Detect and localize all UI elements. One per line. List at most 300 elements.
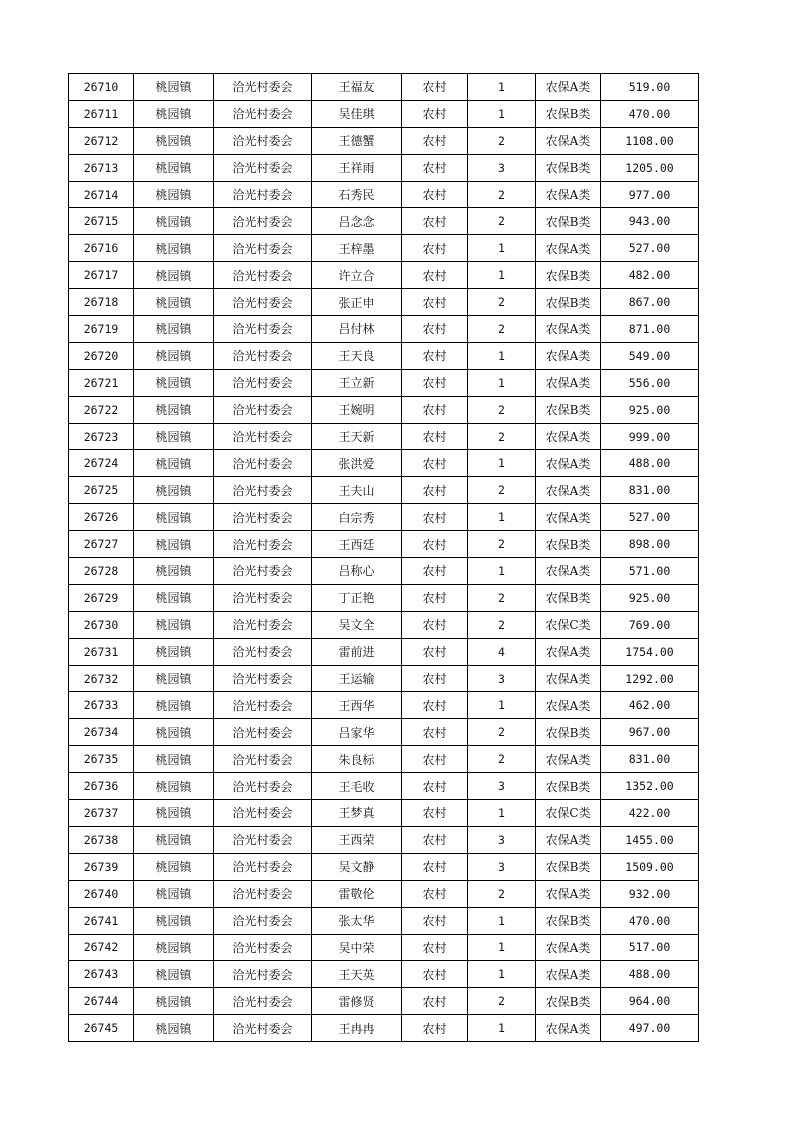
village-cell: 洽光村委会 (214, 504, 312, 531)
category-cell: 农保A类 (536, 423, 601, 450)
village-cell: 洽光村委会 (214, 800, 312, 827)
village-cell: 洽光村委会 (214, 74, 312, 101)
category-cell: 农保A类 (536, 826, 601, 853)
record-id-cell: 26731 (69, 638, 134, 665)
household-size-cell: 1 (468, 235, 536, 262)
category-cell: 农保A类 (536, 692, 601, 719)
village-cell: 洽光村委会 (214, 396, 312, 423)
household-size-cell: 2 (468, 208, 536, 235)
village-cell: 洽光村委会 (214, 181, 312, 208)
category-cell: 农保B类 (536, 907, 601, 934)
household-size-cell: 1 (468, 961, 536, 988)
household-size-cell: 2 (468, 396, 536, 423)
town-cell: 桃园镇 (134, 127, 214, 154)
record-id-cell: 26720 (69, 342, 134, 369)
town-cell: 桃园镇 (134, 369, 214, 396)
name-cell: 张太华 (312, 907, 402, 934)
name-cell: 王运输 (312, 665, 402, 692)
table-row (69, 369, 699, 396)
name-cell: 王婉明 (312, 396, 402, 423)
amount-cell: 462.00 (601, 692, 699, 719)
area-type-cell: 农村 (402, 826, 468, 853)
name-cell: 雷敬伦 (312, 880, 402, 907)
town-cell: 桃园镇 (134, 450, 214, 477)
amount-cell: 932.00 (601, 880, 699, 907)
amount-cell: 999.00 (601, 423, 699, 450)
area-type-cell: 农村 (402, 853, 468, 880)
household-size-cell: 3 (468, 853, 536, 880)
table-row (69, 74, 699, 101)
record-id-cell: 26718 (69, 289, 134, 316)
name-cell: 王西廷 (312, 531, 402, 558)
household-size-cell: 1 (468, 1015, 536, 1042)
amount-cell: 925.00 (601, 584, 699, 611)
village-cell: 洽光村委会 (214, 880, 312, 907)
record-id-cell: 26739 (69, 853, 134, 880)
household-size-cell: 3 (468, 154, 536, 181)
record-id-cell: 26728 (69, 558, 134, 585)
village-cell: 洽光村委会 (214, 719, 312, 746)
household-size-cell: 1 (468, 262, 536, 289)
category-cell: 农保B类 (536, 988, 601, 1015)
household-size-cell: 2 (468, 880, 536, 907)
category-cell: 农保B类 (536, 208, 601, 235)
table-row (69, 665, 699, 692)
town-cell: 桃园镇 (134, 692, 214, 719)
household-size-cell: 2 (468, 719, 536, 746)
village-cell: 洽光村委会 (214, 773, 312, 800)
record-id-cell: 26716 (69, 235, 134, 262)
record-id-cell: 26740 (69, 880, 134, 907)
name-cell: 王西荣 (312, 826, 402, 853)
name-cell: 王夫山 (312, 477, 402, 504)
table-row (69, 181, 699, 208)
name-cell: 丁正艳 (312, 584, 402, 611)
area-type-cell: 农村 (402, 584, 468, 611)
village-cell: 洽光村委会 (214, 477, 312, 504)
area-type-cell: 农村 (402, 907, 468, 934)
name-cell: 王天新 (312, 423, 402, 450)
table-row (69, 423, 699, 450)
area-type-cell: 农村 (402, 127, 468, 154)
table-body (69, 74, 699, 1042)
name-cell: 吕付林 (312, 316, 402, 343)
category-cell: 农保A类 (536, 477, 601, 504)
area-type-cell: 农村 (402, 235, 468, 262)
town-cell: 桃园镇 (134, 584, 214, 611)
table-row (69, 208, 699, 235)
village-cell: 洽光村委会 (214, 154, 312, 181)
category-cell: 农保B类 (536, 154, 601, 181)
area-type-cell: 农村 (402, 880, 468, 907)
category-cell: 农保A类 (536, 934, 601, 961)
amount-cell: 527.00 (601, 504, 699, 531)
table-row (69, 934, 699, 961)
category-cell: 农保B类 (536, 853, 601, 880)
record-id-cell: 26721 (69, 369, 134, 396)
table-row (69, 316, 699, 343)
area-type-cell: 农村 (402, 665, 468, 692)
village-cell: 洽光村委会 (214, 907, 312, 934)
record-id-cell: 26710 (69, 74, 134, 101)
household-size-cell: 1 (468, 692, 536, 719)
household-size-cell: 2 (468, 584, 536, 611)
amount-cell: 1754.00 (601, 638, 699, 665)
amount-cell: 549.00 (601, 342, 699, 369)
household-size-cell: 1 (468, 450, 536, 477)
category-cell: 农保A类 (536, 342, 601, 369)
household-size-cell: 3 (468, 773, 536, 800)
category-cell: 农保C类 (536, 800, 601, 827)
data-table (68, 73, 699, 1042)
category-cell: 农保A类 (536, 235, 601, 262)
town-cell: 桃园镇 (134, 100, 214, 127)
village-cell: 洽光村委会 (214, 450, 312, 477)
town-cell: 桃园镇 (134, 235, 214, 262)
village-cell: 洽光村委会 (214, 316, 312, 343)
town-cell: 桃园镇 (134, 907, 214, 934)
village-cell: 洽光村委会 (214, 342, 312, 369)
village-cell: 洽光村委会 (214, 692, 312, 719)
amount-cell: 831.00 (601, 746, 699, 773)
table-row (69, 531, 699, 558)
record-id-cell: 26725 (69, 477, 134, 504)
town-cell: 桃园镇 (134, 262, 214, 289)
category-cell: 农保A类 (536, 74, 601, 101)
area-type-cell: 农村 (402, 181, 468, 208)
village-cell: 洽光村委会 (214, 531, 312, 558)
area-type-cell: 农村 (402, 450, 468, 477)
amount-cell: 831.00 (601, 477, 699, 504)
table-row (69, 262, 699, 289)
record-id-cell: 26738 (69, 826, 134, 853)
area-type-cell: 农村 (402, 531, 468, 558)
town-cell: 桃园镇 (134, 746, 214, 773)
category-cell: 农保B类 (536, 289, 601, 316)
table-row (69, 289, 699, 316)
household-size-cell: 3 (468, 665, 536, 692)
name-cell: 吕家华 (312, 719, 402, 746)
record-id-cell: 26736 (69, 773, 134, 800)
amount-cell: 1509.00 (601, 853, 699, 880)
category-cell: 农保A类 (536, 880, 601, 907)
area-type-cell: 农村 (402, 262, 468, 289)
town-cell: 桃园镇 (134, 558, 214, 585)
name-cell: 吴文全 (312, 611, 402, 638)
table-row (69, 611, 699, 638)
name-cell: 王西华 (312, 692, 402, 719)
town-cell: 桃园镇 (134, 74, 214, 101)
household-size-cell: 2 (468, 988, 536, 1015)
amount-cell: 517.00 (601, 934, 699, 961)
town-cell: 桃园镇 (134, 208, 214, 235)
category-cell: 农保A类 (536, 961, 601, 988)
name-cell: 雷前进 (312, 638, 402, 665)
town-cell: 桃园镇 (134, 934, 214, 961)
amount-cell: 527.00 (601, 235, 699, 262)
household-size-cell: 2 (468, 477, 536, 504)
area-type-cell: 农村 (402, 961, 468, 988)
category-cell: 农保A类 (536, 746, 601, 773)
village-cell: 洽光村委会 (214, 262, 312, 289)
area-type-cell: 农村 (402, 692, 468, 719)
household-size-cell: 1 (468, 934, 536, 961)
category-cell: 农保C类 (536, 611, 601, 638)
table-row (69, 396, 699, 423)
household-size-cell: 2 (468, 746, 536, 773)
record-id-cell: 26741 (69, 907, 134, 934)
amount-cell: 488.00 (601, 450, 699, 477)
name-cell: 王德蟹 (312, 127, 402, 154)
area-type-cell: 农村 (402, 719, 468, 746)
record-id-cell: 26732 (69, 665, 134, 692)
area-type-cell: 农村 (402, 1015, 468, 1042)
amount-cell: 470.00 (601, 907, 699, 934)
category-cell: 农保A类 (536, 665, 601, 692)
record-id-cell: 26743 (69, 961, 134, 988)
record-id-cell: 26717 (69, 262, 134, 289)
amount-cell: 556.00 (601, 369, 699, 396)
area-type-cell: 农村 (402, 74, 468, 101)
household-size-cell: 2 (468, 611, 536, 638)
town-cell: 桃园镇 (134, 477, 214, 504)
record-id-cell: 26715 (69, 208, 134, 235)
village-cell: 洽光村委会 (214, 369, 312, 396)
area-type-cell: 农村 (402, 558, 468, 585)
area-type-cell: 农村 (402, 100, 468, 127)
village-cell: 洽光村委会 (214, 235, 312, 262)
record-id-cell: 26722 (69, 396, 134, 423)
village-cell: 洽光村委会 (214, 1015, 312, 1042)
record-id-cell: 26729 (69, 584, 134, 611)
area-type-cell: 农村 (402, 504, 468, 531)
name-cell: 王天英 (312, 961, 402, 988)
amount-cell: 977.00 (601, 181, 699, 208)
record-id-cell: 26723 (69, 423, 134, 450)
town-cell: 桃园镇 (134, 961, 214, 988)
amount-cell: 871.00 (601, 316, 699, 343)
table-row (69, 342, 699, 369)
village-cell: 洽光村委会 (214, 558, 312, 585)
name-cell: 张正申 (312, 289, 402, 316)
category-cell: 农保B类 (536, 584, 601, 611)
household-size-cell: 2 (468, 289, 536, 316)
name-cell: 张洪爱 (312, 450, 402, 477)
area-type-cell: 农村 (402, 369, 468, 396)
name-cell: 吕称心 (312, 558, 402, 585)
record-id-cell: 26734 (69, 719, 134, 746)
amount-cell: 1455.00 (601, 826, 699, 853)
category-cell: 农保A类 (536, 450, 601, 477)
town-cell: 桃园镇 (134, 1015, 214, 1042)
area-type-cell: 农村 (402, 154, 468, 181)
amount-cell: 1205.00 (601, 154, 699, 181)
record-id-cell: 26712 (69, 127, 134, 154)
household-size-cell: 1 (468, 342, 536, 369)
household-size-cell: 2 (468, 423, 536, 450)
table-row (69, 477, 699, 504)
area-type-cell: 农村 (402, 316, 468, 343)
record-id-cell: 26714 (69, 181, 134, 208)
town-cell: 桃园镇 (134, 988, 214, 1015)
table-row (69, 773, 699, 800)
household-size-cell: 1 (468, 369, 536, 396)
area-type-cell: 农村 (402, 773, 468, 800)
category-cell: 农保A类 (536, 127, 601, 154)
category-cell: 农保B类 (536, 396, 601, 423)
record-id-cell: 26742 (69, 934, 134, 961)
table-row (69, 907, 699, 934)
town-cell: 桃园镇 (134, 342, 214, 369)
name-cell: 王立新 (312, 369, 402, 396)
amount-cell: 470.00 (601, 100, 699, 127)
record-id-cell: 26744 (69, 988, 134, 1015)
name-cell: 王梦真 (312, 800, 402, 827)
amount-cell: 482.00 (601, 262, 699, 289)
name-cell: 石秀民 (312, 181, 402, 208)
area-type-cell: 农村 (402, 800, 468, 827)
name-cell: 王毛收 (312, 773, 402, 800)
household-size-cell: 1 (468, 504, 536, 531)
household-size-cell: 1 (468, 558, 536, 585)
record-id-cell: 26711 (69, 100, 134, 127)
record-id-cell: 26735 (69, 746, 134, 773)
table-row (69, 100, 699, 127)
amount-cell: 488.00 (601, 961, 699, 988)
category-cell: 农保A类 (536, 369, 601, 396)
household-size-cell: 1 (468, 74, 536, 101)
category-cell: 农保B类 (536, 100, 601, 127)
amount-cell: 571.00 (601, 558, 699, 585)
amount-cell: 898.00 (601, 531, 699, 558)
area-type-cell: 农村 (402, 611, 468, 638)
category-cell: 农保A类 (536, 558, 601, 585)
amount-cell: 925.00 (601, 396, 699, 423)
table-row (69, 746, 699, 773)
amount-cell: 422.00 (601, 800, 699, 827)
amount-cell: 1292.00 (601, 665, 699, 692)
village-cell: 洽光村委会 (214, 611, 312, 638)
amount-cell: 1352.00 (601, 773, 699, 800)
name-cell: 吴中荣 (312, 934, 402, 961)
table-row (69, 504, 699, 531)
town-cell: 桃园镇 (134, 826, 214, 853)
table-row (69, 692, 699, 719)
village-cell: 洽光村委会 (214, 289, 312, 316)
category-cell: 农保A类 (536, 181, 601, 208)
record-id-cell: 26724 (69, 450, 134, 477)
town-cell: 桃园镇 (134, 773, 214, 800)
town-cell: 桃园镇 (134, 396, 214, 423)
name-cell: 白宗秀 (312, 504, 402, 531)
amount-cell: 497.00 (601, 1015, 699, 1042)
village-cell: 洽光村委会 (214, 988, 312, 1015)
name-cell: 吴佳琪 (312, 100, 402, 127)
table-row (69, 988, 699, 1015)
record-id-cell: 26719 (69, 316, 134, 343)
village-cell: 洽光村委会 (214, 208, 312, 235)
town-cell: 桃园镇 (134, 504, 214, 531)
record-id-cell: 26737 (69, 800, 134, 827)
town-cell: 桃园镇 (134, 719, 214, 746)
table-row (69, 558, 699, 585)
category-cell: 农保B类 (536, 262, 601, 289)
table-row (69, 127, 699, 154)
village-cell: 洽光村委会 (214, 934, 312, 961)
record-id-cell: 26745 (69, 1015, 134, 1042)
amount-cell: 1108.00 (601, 127, 699, 154)
area-type-cell: 农村 (402, 988, 468, 1015)
household-size-cell: 2 (468, 531, 536, 558)
amount-cell: 519.00 (601, 74, 699, 101)
household-size-cell: 3 (468, 826, 536, 853)
household-size-cell: 1 (468, 100, 536, 127)
name-cell: 吴文静 (312, 853, 402, 880)
area-type-cell: 农村 (402, 342, 468, 369)
household-size-cell: 4 (468, 638, 536, 665)
area-type-cell: 农村 (402, 477, 468, 504)
town-cell: 桃园镇 (134, 154, 214, 181)
table-row (69, 800, 699, 827)
area-type-cell: 农村 (402, 638, 468, 665)
category-cell: 农保A类 (536, 638, 601, 665)
record-id-cell: 26713 (69, 154, 134, 181)
area-type-cell: 农村 (402, 423, 468, 450)
table-row (69, 235, 699, 262)
village-cell: 洽光村委会 (214, 127, 312, 154)
village-cell: 洽光村委会 (214, 961, 312, 988)
amount-cell: 867.00 (601, 289, 699, 316)
table-row (69, 880, 699, 907)
table-row (69, 154, 699, 181)
name-cell: 朱良标 (312, 746, 402, 773)
village-cell: 洽光村委会 (214, 665, 312, 692)
area-type-cell: 农村 (402, 934, 468, 961)
amount-cell: 964.00 (601, 988, 699, 1015)
name-cell: 王梓墨 (312, 235, 402, 262)
table-row (69, 450, 699, 477)
table-row (69, 961, 699, 988)
name-cell: 许立合 (312, 262, 402, 289)
category-cell: 农保A类 (536, 504, 601, 531)
town-cell: 桃园镇 (134, 800, 214, 827)
name-cell: 吕念念 (312, 208, 402, 235)
table-row (69, 584, 699, 611)
household-size-cell: 2 (468, 127, 536, 154)
amount-cell: 943.00 (601, 208, 699, 235)
village-cell: 洽光村委会 (214, 423, 312, 450)
town-cell: 桃园镇 (134, 638, 214, 665)
amount-cell: 967.00 (601, 719, 699, 746)
household-size-cell: 2 (468, 316, 536, 343)
town-cell: 桃园镇 (134, 531, 214, 558)
village-cell: 洽光村委会 (214, 853, 312, 880)
household-size-cell: 1 (468, 907, 536, 934)
town-cell: 桃园镇 (134, 611, 214, 638)
town-cell: 桃园镇 (134, 665, 214, 692)
table-row (69, 719, 699, 746)
category-cell: 农保B类 (536, 719, 601, 746)
area-type-cell: 农村 (402, 396, 468, 423)
name-cell: 雷修贤 (312, 988, 402, 1015)
area-type-cell: 农村 (402, 289, 468, 316)
table-row (69, 853, 699, 880)
town-cell: 桃园镇 (134, 423, 214, 450)
village-cell: 洽光村委会 (214, 826, 312, 853)
household-size-cell: 1 (468, 800, 536, 827)
town-cell: 桃园镇 (134, 880, 214, 907)
village-cell: 洽光村委会 (214, 746, 312, 773)
